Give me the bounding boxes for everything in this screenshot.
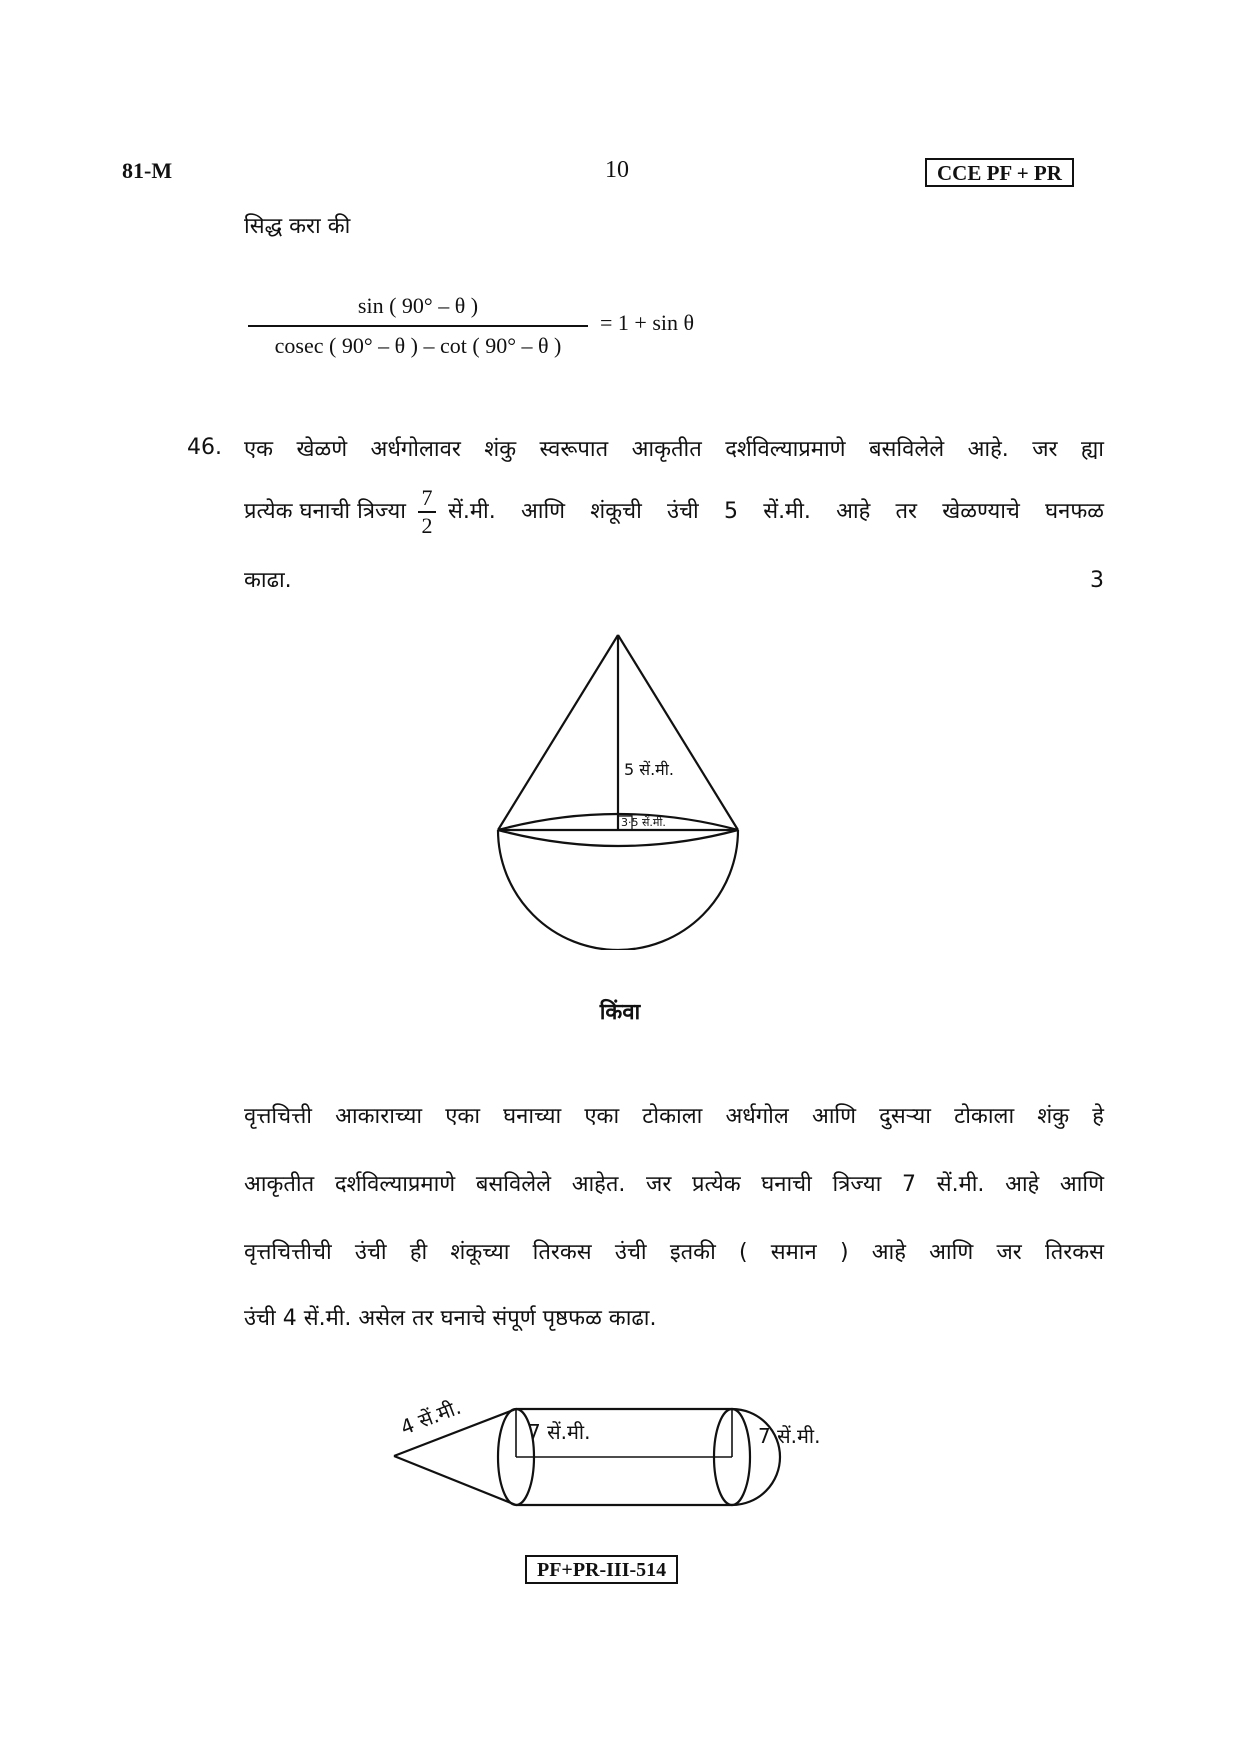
question-marks: 3 <box>1090 568 1104 593</box>
formula-rhs: = 1 + sin θ <box>600 310 695 335</box>
cone-height-label: 5 सें.मी. <box>624 760 674 779</box>
fraction-denominator: 2 <box>421 513 433 538</box>
alt-question-line-3: वृत्तचित्तीची उंची ही शंकूच्या तिरकस उंची इतकी ( समान ) आहे आणि जर तिरकस <box>244 1240 1104 1265</box>
proof-intro: सिद्ध करा की <box>244 214 351 239</box>
radius-fraction <box>418 487 436 537</box>
hemisphere-arc <box>498 830 738 950</box>
base-ellipse-front <box>498 830 738 846</box>
alt-question-line-4: उंची 4 सें.मी. असेल तर घनाचे संपूर्ण पृष्ठफळ काढा. <box>244 1306 657 1331</box>
question-line-3: काढा. <box>244 568 292 593</box>
page-number: 10 <box>605 157 629 183</box>
series-box: CCE PF + PR <box>925 158 1074 187</box>
formula-numerator: sin ( 90° – θ ) <box>357 293 479 318</box>
question-line-2-start: प्रत्येक घनाची त्रिज्या <box>244 499 407 524</box>
cone-cylinder-hemisphere-figure <box>380 1385 860 1525</box>
formula-fraction-bar <box>248 325 588 327</box>
radius-label: 3·5 सें.मी. <box>621 816 666 829</box>
hemisphere-radius-label: 7 सें.मी. <box>758 1424 821 1448</box>
cone-left-edge <box>498 635 618 830</box>
question-line-1: एक खेळणे अर्धगोलावर शंकु स्वरूपात आकृतीत दर्शविल्याप्रमाणे बसविलेले आहे. जर ह्या <box>244 437 1104 462</box>
question-line-2-end: सें.मी. आणि शंकूची उंची 5 सें.मी. आहे तर खेळण्याचे घनफळ <box>448 499 1104 524</box>
question-line-2 <box>244 487 1104 537</box>
cone-right-edge <box>618 635 738 830</box>
question-number: 46. <box>187 435 222 460</box>
fraction-numerator: 7 <box>421 485 433 510</box>
footer-code-box: PF+PR-III-514 <box>525 1555 678 1584</box>
slant-height-label: 4 सें.मी. <box>397 1394 465 1440</box>
alt-question-line-1: वृत्तचित्ती आकाराच्या एका घनाच्या एका टोकाला अर्धगोल आणि दुसऱ्या टोकाला शंकु हे <box>244 1104 1104 1129</box>
or-separator: किंवा <box>599 1000 641 1025</box>
cone-hemisphere-figure <box>480 620 780 950</box>
cylinder-radius-label: 7 सें.मी. <box>528 1420 591 1444</box>
formula-denominator: cosec ( 90° – θ ) – cot ( 90° – θ ) <box>274 333 562 358</box>
paper-code: 81-M <box>122 158 173 183</box>
alt-question-line-2: आकृतीत दर्शविल्याप्रमाणे बसविलेले आहेत. जर प्रत्येक घनाची त्रिज्या 7 सें.मी. आहे आणि <box>244 1172 1104 1197</box>
